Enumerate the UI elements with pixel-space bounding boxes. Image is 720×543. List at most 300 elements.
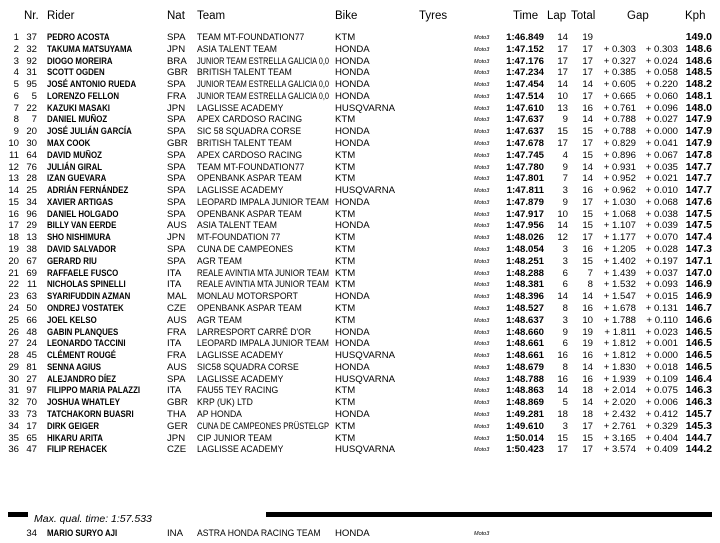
row-bike: HUSQVARNA — [335, 102, 396, 114]
row-position: 17 — [8, 220, 19, 232]
row-rider-text: GERARD RIU — [47, 255, 97, 267]
row-team-text: LAGLISSE ACADEMY — [197, 185, 284, 197]
table-row — [0, 162, 720, 174]
row-team-text: REALE AVINTIA MTA JUNIOR TEAM — [197, 267, 330, 279]
row-number: 17 — [26, 420, 37, 432]
row-gap-prev: + 0.027 — [645, 114, 678, 126]
row-nat: AUS — [167, 220, 187, 232]
row-number: 38 — [26, 244, 37, 256]
row-nat: SPA — [167, 32, 186, 43]
row-bike: HUSQVARNA — [335, 185, 396, 197]
table-row — [0, 114, 720, 126]
row-gap-first: + 0.605 — [603, 79, 636, 91]
row-tyre: Moto3 — [474, 376, 490, 383]
row-kph: 147.4 — [685, 231, 712, 244]
row-total: 14 — [582, 79, 593, 91]
row-gap-first: + 0.303 — [603, 43, 636, 55]
row-tyre: Moto3 — [474, 211, 490, 218]
row-tyre: Moto3 — [474, 341, 490, 348]
row-gap-first: + 1.812 — [603, 350, 636, 362]
row-kph: 148.6 — [685, 54, 712, 67]
row-number: 97 — [26, 385, 37, 397]
row-rider-text: FILIPPO MARIA PALAZZI — [47, 385, 141, 397]
table-row — [0, 303, 720, 315]
row-kph: 146.3 — [685, 396, 712, 409]
row-nat: CZE — [167, 444, 187, 456]
row-position: 35 — [8, 432, 19, 444]
row-gap-prev: + 0.001 — [645, 338, 678, 350]
row-rider-text: TATCHAKORN BUASRI — [47, 408, 134, 420]
row-time: 1:47.176 — [506, 55, 544, 67]
row-nat: SPA — [167, 255, 186, 267]
row-rider-text: DAVID MUÑOZ — [47, 149, 102, 161]
row-bike: HONDA — [335, 326, 370, 338]
separator-left — [8, 512, 28, 517]
row-total: 8 — [587, 279, 593, 291]
row-total: 10 — [582, 314, 593, 326]
row-bike: HUSQVARNA — [335, 373, 396, 385]
row-tyre: Moto3 — [474, 294, 490, 301]
row-tyre: Moto3 — [474, 70, 490, 77]
row-tyre: Moto3 — [474, 411, 490, 418]
row-rider-text: ALEJANDRO DÍEZ — [47, 373, 117, 385]
row-team-text: AP HONDA — [197, 408, 242, 420]
row-gap-first: + 0.788 — [603, 126, 636, 138]
row-position: 24 — [8, 302, 19, 314]
row-bike: KTM — [335, 314, 356, 326]
row-bike: HONDA — [335, 338, 370, 350]
table-row — [0, 103, 720, 115]
row-team-text: BRITISH TALENT TEAM — [197, 138, 292, 150]
header-rider: Rider — [47, 10, 75, 22]
row-number: 76 — [26, 161, 37, 173]
row-gap-first: + 0.761 — [603, 102, 636, 114]
row-gap-first: + 2.020 — [603, 397, 636, 409]
row-gap-first: + 1.402 — [603, 255, 636, 267]
row-position: 14 — [8, 185, 19, 197]
row-position: 27 — [8, 338, 19, 350]
row-bike: KTM — [335, 32, 356, 43]
row-number: 50 — [26, 302, 37, 314]
row-gap-first: + 3.165 — [603, 432, 636, 444]
row-lap: 8 — [562, 361, 568, 373]
row-lap: 17 — [557, 67, 568, 79]
row-rider-text: JULIÁN GIRAL — [47, 161, 103, 173]
row-total: 17 — [582, 138, 593, 150]
row-time: 1:47.637 — [506, 114, 544, 126]
row-tyre: Moto3 — [474, 423, 490, 430]
row-bike: KTM — [335, 420, 356, 432]
row-tyre: Moto3 — [474, 164, 490, 171]
row-number: 95 — [26, 79, 37, 91]
row-kph: 146.7 — [685, 301, 712, 314]
row-total: 14 — [582, 173, 593, 185]
row-kph: 146.9 — [685, 278, 712, 291]
row-position: 13 — [8, 173, 19, 185]
row-number: 81 — [26, 361, 37, 373]
row-nat: FRA — [167, 90, 187, 102]
row-lap: 9 — [562, 161, 568, 173]
row-gap-prev: + 0.037 — [645, 267, 678, 279]
row-nat: SPA — [167, 373, 186, 385]
header-nr: Nr. — [24, 10, 39, 22]
row-number: 25 — [26, 185, 37, 197]
row-time: 1:47.610 — [506, 102, 544, 114]
row-kph: 147.6 — [685, 195, 712, 208]
row-position: 33 — [8, 408, 19, 420]
row-time: 1:48.869 — [506, 397, 544, 409]
row-bike: HUSQVARNA — [335, 350, 396, 362]
row-bike: KTM — [335, 302, 356, 314]
table-row — [0, 374, 720, 386]
row-kph: 146.5 — [685, 349, 712, 362]
row-time: 1:47.152 — [506, 43, 544, 55]
table-row — [0, 327, 720, 339]
row-total: 17 — [582, 232, 593, 244]
row-kph: 145.7 — [685, 407, 712, 420]
row-gap-first: + 1.532 — [603, 279, 636, 291]
row-kph: 147.7 — [685, 184, 712, 197]
row-position: 20 — [8, 255, 19, 267]
row-lap: 14 — [557, 385, 568, 397]
row-total: 17 — [582, 43, 593, 55]
row-tyre: Moto3 — [474, 258, 490, 265]
row-tyre: Moto3 — [474, 117, 490, 124]
row-time: 1:50.014 — [506, 432, 544, 444]
row-rider-text: KAZUKI MASAKI — [47, 102, 110, 114]
row-nat: SPA — [167, 79, 186, 91]
row-bike: KTM — [335, 173, 356, 185]
row-nat: GBR — [167, 138, 188, 150]
table-row — [0, 32, 720, 44]
table-row — [0, 232, 720, 244]
row-team-text: ASIA TALENT TEAM — [197, 43, 277, 55]
row-total: 15 — [582, 208, 593, 220]
row-total: 15 — [582, 126, 593, 138]
row-kph: 146.9 — [685, 290, 712, 303]
row-position: 7 — [13, 102, 19, 114]
row-nat: ITA — [167, 385, 182, 397]
row-lap: 13 — [557, 102, 568, 114]
row-bike: HONDA — [335, 67, 370, 79]
row-team-text: CIP JUNIOR TEAM — [197, 432, 273, 444]
row-gap-first: + 1.177 — [603, 232, 636, 244]
row-tyre: Moto3 — [474, 129, 490, 136]
row-position: 19 — [8, 244, 19, 256]
row-position: 5 — [13, 79, 19, 91]
row-gap-prev: + 0.220 — [645, 79, 678, 91]
row-rider-text: BILLY VAN EERDE — [47, 220, 117, 232]
row-nat: ITA — [167, 279, 182, 291]
row-rider-text: GABIN PLANQUES — [47, 326, 119, 338]
row-position: 21 — [8, 267, 19, 279]
header-gap: Gap — [627, 10, 649, 22]
row-gap-prev: + 0.075 — [645, 385, 678, 397]
row-gap-prev: + 0.039 — [645, 220, 678, 232]
header-lap: Lap — [547, 10, 567, 22]
row-bike: HONDA — [335, 361, 370, 373]
row-number: 32 — [26, 43, 37, 55]
row-tyre: Moto3 — [474, 199, 490, 206]
row-gap-prev: + 0.028 — [645, 244, 678, 256]
row-gap-first: + 0.829 — [603, 138, 636, 150]
row-team-text: SIC58 SQUADRA CORSE — [197, 361, 299, 373]
row-time: 1:48.863 — [506, 385, 544, 397]
row-lap: 16 — [557, 373, 568, 385]
row-time: 1:48.026 — [506, 232, 544, 244]
row-number: 22 — [26, 102, 37, 114]
row-rider-text: LORENZO FELLON — [47, 90, 120, 102]
row-position: 10 — [8, 138, 19, 150]
row-gap-first: + 1.788 — [603, 314, 636, 326]
row-number: 7 — [31, 114, 37, 126]
row-position: 31 — [8, 385, 19, 397]
row-nat: GER — [167, 420, 188, 432]
row-gap-prev: + 0.041 — [645, 138, 678, 150]
row-nat: AUS — [167, 314, 187, 326]
row-position: 28 — [8, 350, 19, 362]
row-time: 1:49.281 — [506, 408, 544, 420]
row-tyre: Moto3 — [474, 176, 490, 183]
header-kph: Kph — [685, 10, 706, 22]
row-lap: 7 — [562, 173, 568, 185]
table-row — [0, 256, 720, 268]
row-gap-first: + 2.014 — [603, 385, 636, 397]
row-number: 47 — [26, 444, 37, 456]
row-tyre: Moto3 — [474, 105, 490, 112]
row-bike: KTM — [335, 255, 356, 267]
row-rider-text: DAVID SALVADOR — [47, 244, 117, 256]
row-tyre: Moto3 — [474, 388, 490, 395]
table-row — [0, 67, 720, 79]
row-lap: 12 — [557, 232, 568, 244]
row-lap: 16 — [557, 350, 568, 362]
row-team-text: SIC 58 SQUADRA CORSE — [197, 126, 302, 138]
row-nat: SPA — [167, 161, 186, 173]
row-time: 1:47.956 — [506, 220, 544, 232]
nq-nat: INA — [167, 528, 183, 539]
row-rider-text: HIKARU ARITA — [47, 432, 103, 444]
row-gap-prev: + 0.006 — [645, 397, 678, 409]
row-total: 16 — [582, 350, 593, 362]
row-kph: 146.5 — [685, 325, 712, 338]
row-number: 29 — [26, 220, 37, 232]
row-lap: 17 — [557, 138, 568, 150]
row-number: 37 — [26, 32, 37, 43]
row-nat: CZE — [167, 302, 187, 314]
row-team-text: JUNIOR TEAM ESTRELLA GALICIA 0,0 — [197, 55, 329, 67]
row-gap-first: + 0.896 — [603, 149, 636, 161]
row-team-text: JUNIOR TEAM ESTRELLA GALICIA 0,0 — [197, 79, 329, 91]
row-bike: KTM — [335, 432, 356, 444]
row-kph: 147.9 — [685, 113, 712, 126]
row-lap: 9 — [562, 196, 568, 208]
row-rider-text: XAVIER ARTIGAS — [47, 196, 114, 208]
header-time: Time — [513, 10, 539, 22]
row-tyre: Moto3 — [474, 270, 490, 277]
row-gap-first: + 1.811 — [604, 326, 636, 338]
row-time: 1:47.234 — [506, 67, 544, 79]
row-tyre: Moto3 — [474, 447, 490, 454]
row-rider-text: RAFFAELE FUSCO — [47, 267, 119, 279]
row-tyre: Moto3 — [474, 93, 490, 100]
row-kph: 147.5 — [685, 219, 712, 232]
row-time: 1:47.811 — [506, 185, 544, 197]
row-time: 1:47.801 — [506, 173, 544, 185]
row-total: 17 — [582, 55, 593, 67]
row-gap-first: + 1.830 — [603, 361, 636, 373]
row-total: 14 — [582, 114, 593, 126]
row-gap-first: + 1.068 — [603, 208, 636, 220]
row-bike: HONDA — [335, 43, 370, 55]
row-position: 4 — [13, 67, 19, 79]
row-total: 14 — [582, 361, 593, 373]
row-gap-prev: + 0.131 — [645, 302, 678, 314]
table-row — [0, 268, 720, 280]
row-nat: GBR — [167, 397, 188, 409]
row-nat: FRA — [167, 350, 187, 362]
row-gap-prev: + 0.018 — [645, 361, 678, 373]
row-tyre: Moto3 — [474, 317, 490, 324]
row-team-text: OPENBANK ASPAR TEAM — [197, 208, 302, 220]
row-time: 1:47.678 — [506, 138, 544, 150]
row-lap: 9 — [562, 114, 568, 126]
row-nat: MAL — [167, 291, 187, 303]
row-gap-prev: + 0.412 — [645, 408, 678, 420]
row-position: 25 — [8, 314, 19, 326]
row-total: 14 — [582, 397, 593, 409]
row-lap: 6 — [562, 279, 568, 291]
row-team-text: TEAM MT-FOUNDATION77 — [197, 32, 305, 43]
row-lap: 14 — [557, 220, 568, 232]
row-gap-first: + 1.107 — [603, 220, 636, 232]
row-number: 24 — [26, 338, 37, 350]
row-gap-first: + 0.327 — [603, 55, 636, 67]
separator-right — [266, 512, 712, 517]
row-total: 15 — [582, 255, 593, 267]
row-gap-prev: + 0.058 — [645, 67, 678, 79]
row-position: 15 — [8, 196, 19, 208]
row-gap-prev: + 0.096 — [645, 102, 678, 114]
row-position: 36 — [8, 444, 19, 456]
row-lap: 3 — [562, 255, 568, 267]
row-rider-text: SYARIFUDDIN AZMAN — [47, 291, 131, 303]
row-lap: 15 — [557, 432, 568, 444]
row-team-text: LAGLISSE ACADEMY — [197, 350, 284, 362]
row-nat: AUS — [167, 361, 187, 373]
row-rider-text: DANIEL MUÑOZ — [47, 114, 108, 126]
row-team-text: MONLAU MOTORSPORT — [197, 291, 298, 303]
row-team-text: AGR TEAM — [197, 255, 242, 267]
row-team-text: LARRESPORT CARRÉ D'OR — [197, 326, 312, 338]
row-gap-first: + 0.952 — [603, 173, 636, 185]
row-gap-prev: + 0.068 — [645, 196, 678, 208]
row-lap: 14 — [557, 32, 568, 43]
row-kph: 145.3 — [685, 419, 712, 432]
table-row — [0, 126, 720, 138]
row-time: 1:48.381 — [506, 279, 544, 291]
row-nat: FRA — [167, 326, 187, 338]
row-tyre: Moto3 — [474, 282, 490, 289]
row-kph: 146.4 — [685, 372, 712, 385]
row-position: 11 — [9, 149, 19, 161]
row-gap-prev: + 0.023 — [645, 326, 678, 338]
row-tyre: Moto3 — [474, 223, 490, 230]
row-number: 92 — [26, 55, 37, 67]
row-kph: 147.7 — [685, 172, 712, 185]
table-row — [0, 185, 720, 197]
row-bike: KTM — [335, 267, 356, 279]
row-rider-text: DIRK GEIGER — [47, 420, 100, 432]
row-time: 1:48.637 — [506, 314, 544, 326]
row-lap: 17 — [557, 55, 568, 67]
row-time: 1:48.054 — [506, 244, 544, 256]
row-tyre: Moto3 — [474, 353, 490, 360]
row-total: 16 — [582, 102, 593, 114]
row-tyre: Moto3 — [474, 188, 490, 195]
row-gap-prev: + 0.000 — [645, 126, 678, 138]
row-total: 17 — [582, 444, 593, 456]
row-position: 26 — [8, 326, 19, 338]
row-bike: HUSQVARNA — [335, 444, 396, 456]
row-bike: KTM — [335, 114, 356, 126]
row-rider-text: IZAN GUEVARA — [47, 173, 107, 185]
row-gap-prev: + 0.021 — [645, 173, 678, 185]
row-rider-text: PEDRO ACOSTA — [47, 32, 110, 43]
row-bike: HONDA — [335, 79, 370, 91]
row-lap: 17 — [557, 444, 568, 456]
row-tyre: Moto3 — [474, 400, 490, 407]
row-tyre: Moto3 — [474, 247, 490, 254]
table-row — [0, 397, 720, 409]
row-number: 67 — [26, 255, 37, 267]
row-nat: ITA — [167, 267, 182, 279]
row-time: 1:47.637 — [506, 126, 544, 138]
row-tyre: Moto3 — [474, 305, 490, 312]
row-kph: 147.9 — [685, 137, 712, 150]
row-kph: 148.5 — [685, 66, 712, 79]
row-total: 16 — [582, 373, 593, 385]
table-row — [0, 79, 720, 91]
row-lap: 5 — [562, 397, 568, 409]
row-nat: SPA — [167, 196, 186, 208]
row-team-text: APEX CARDOSO RACING — [197, 114, 303, 126]
row-number: 63 — [26, 291, 37, 303]
row-nat: SPA — [167, 149, 186, 161]
row-nat: ITA — [167, 338, 182, 350]
row-time: 1:48.527 — [506, 302, 544, 314]
row-position: 34 — [8, 420, 19, 432]
table-row — [0, 138, 720, 150]
row-team-text: MT-FOUNDATION 77 — [197, 232, 281, 244]
header-team: Team — [197, 10, 226, 22]
row-tyre: Moto3 — [474, 152, 490, 159]
row-nat: SPA — [167, 126, 186, 138]
row-kph: 148.0 — [685, 101, 712, 114]
row-number: 73 — [26, 408, 37, 420]
row-rider-text: SENNA AGIUS — [47, 361, 102, 373]
row-gap-prev: + 0.109 — [645, 373, 678, 385]
table-row — [0, 197, 720, 209]
row-number: 20 — [26, 126, 37, 138]
row-bike: HONDA — [335, 196, 370, 208]
row-total: 17 — [582, 67, 593, 79]
row-total: 17 — [582, 420, 593, 432]
row-gap-prev: + 0.015 — [645, 291, 678, 303]
row-total: 15 — [582, 149, 593, 161]
row-total: 19 — [582, 338, 593, 350]
row-time: 1:46.849 — [506, 32, 544, 43]
